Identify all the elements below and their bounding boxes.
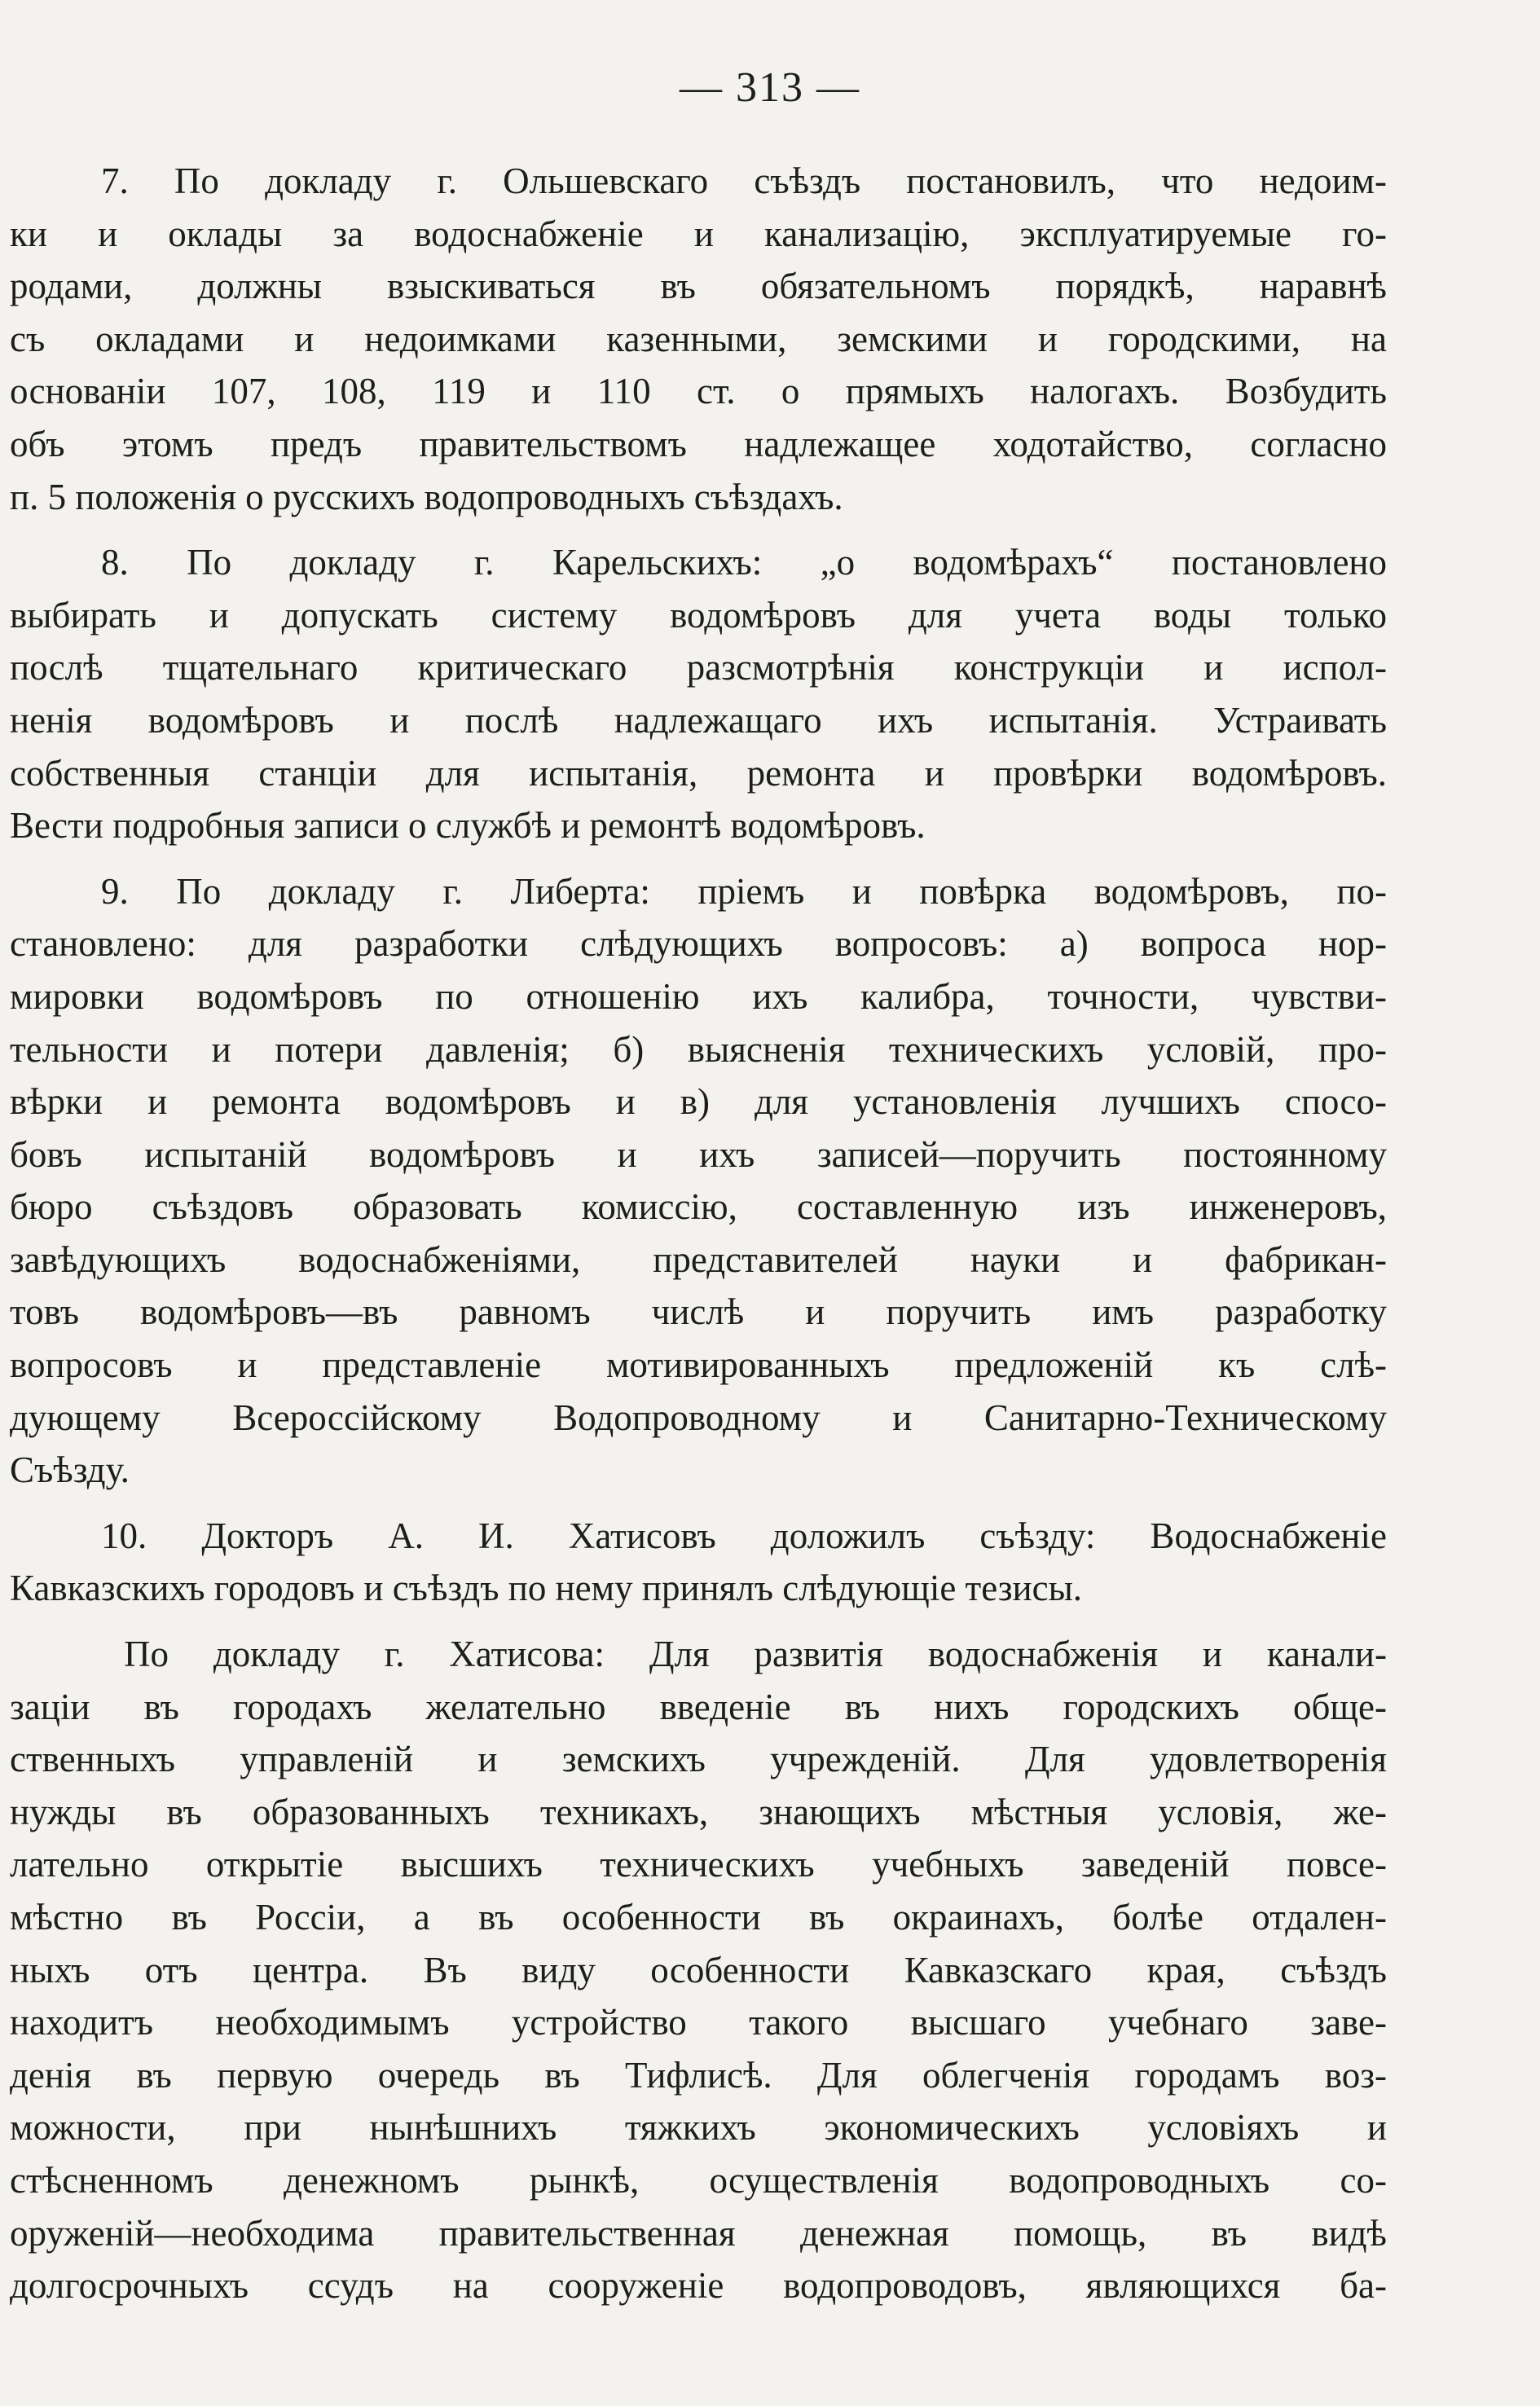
text-line: объ этомъ предъ правительствомъ надлежащее ходотайство, согласно [10, 423, 1387, 464]
text-line: оруженій—необходима правительственная денежная помощь, въ видѣ [10, 2212, 1387, 2254]
text-line: родами, должны взыскиваться въ обязательномъ порядкѣ, наравнѣ [10, 266, 1387, 307]
text-line: 8. По докладу г. Карельскихъ: „о водомѣрахъ“ постановлено [101, 542, 1387, 583]
paragraph-item-9 [10, 865, 1387, 1497]
text-line: ки и оклады за водоснабженіе и канализацію, эксплуатируемые го- [10, 213, 1387, 254]
text-line: бюро съѣздовъ образовать комиссію, составленную изъ инженеровъ, [10, 1186, 1387, 1228]
text-line: стѣсненномъ денежномъ рынкѣ, осуществленія водопроводныхъ со- [10, 2159, 1387, 2201]
paragraph-item-7 [10, 155, 1387, 523]
text-line: послѣ тщательнаго критическаго разсмотрѣнія конструкціи и испол- [10, 647, 1387, 688]
paragraph-item-8 [10, 536, 1387, 852]
text-line: собственныя станціи для испытанія, ремонта и провѣрки водомѣровъ. [10, 752, 1387, 794]
text-line: Кавказскихъ городовъ и съѣздъ по нему принялъ слѣдующіе тезисы. [10, 1568, 1083, 1609]
text-line: тельности и потери давленія; б) выясненія техническихъ условій, про- [10, 1028, 1387, 1070]
text-line: основаніи 107, 108, 119 и 110 ст. о прямыхъ налогахъ. Возбудить [10, 371, 1387, 412]
text-line: нужды въ образованныхъ техникахъ, знающихъ мѣстныя условія, же- [10, 1791, 1387, 1832]
text-line: ственныхъ управленій и земскихъ учрежденій. Для удовлетворенія [10, 1739, 1387, 1780]
text-line: бовъ испытаній водомѣровъ и ихъ записей—поручить постоянному [10, 1133, 1387, 1175]
text-line: мѣстно въ Россіи, а въ особенности въ окраинахъ, болѣе отдален- [10, 1897, 1387, 1938]
text-line: лательно открытіе высшихъ техническихъ учебныхъ заведеній повсе- [10, 1844, 1387, 1885]
text-line: завѣдующихъ водоснабженіями, представителей науки и фабрикан- [10, 1238, 1387, 1280]
text-line: заціи въ городахъ желательно введеніе въ нихъ городскихъ обще- [10, 1686, 1387, 1727]
text-line: 9. По докладу г. Либерта: пріемъ и повѣрка водомѣровъ, по- [101, 870, 1387, 912]
text-line: долгосрочныхъ ссудъ на сооруженіе водопроводовъ, являющихся ба- [10, 2265, 1387, 2307]
text-line: Вести подробныя записи о службѣ и ремонтѣ водомѣровъ. [10, 805, 926, 847]
paragraph-item-10 [10, 1510, 1387, 1615]
text-line: ныхъ отъ центра. Въ виду особенности Кавказскаго края, съѣздъ [10, 1949, 1387, 1990]
text-line: вѣрки и ремонта водомѣровъ и в) для установленія лучшихъ спосо- [10, 1081, 1387, 1123]
text-line: дующему Всероссійскому Водопроводному и Санитарно-Техническому [10, 1397, 1387, 1438]
text-line: По докладу г. Хатисова: Для развитія водоснабженія и канали- [124, 1634, 1387, 1675]
page-number: — 313 — [680, 64, 860, 111]
text-line: ненія водомѣровъ и послѣ надлежащаго ихъ испытанія. Устраивать [10, 699, 1387, 741]
text-line: 7. По докладу г. Ольшевскаго съѣздъ постановилъ, что недоим- [101, 161, 1387, 201]
text-line: п. 5 положенія о русскихъ водопроводныхъ съѣздахъ. [10, 476, 843, 517]
page-body [10, 155, 1387, 2325]
text-line: денія въ первую очередь въ Тифлисѣ. Для облегченія городамъ воз- [10, 2054, 1387, 2096]
text-line: можности, при нынѣшнихъ тяжкихъ экономическихъ условіяхъ и [10, 2107, 1387, 2149]
text-line: находитъ необходимымъ устройство такого высшаго учебнаго заве- [10, 2002, 1387, 2043]
text-line: 10. Докторъ А. И. Хатисовъ доложилъ съѣзду: Водоснабженіе [101, 1515, 1387, 1556]
paragraph-khatisov-report [10, 1628, 1387, 2312]
text-line: мировки водомѣровъ по отношенію ихъ калибра, точности, чувстви- [10, 975, 1387, 1017]
text-line: съ окладами и недоимками казенными, земскими и городскими, на [10, 318, 1387, 359]
text-line: Съѣзду. [10, 1449, 130, 1491]
text-line: вопросовъ и представленіе мотивированныхъ предложеній къ слѣ- [10, 1344, 1387, 1386]
text-line: становлено: для разработки слѣдующихъ вопросовъ: а) вопроса нор- [10, 923, 1387, 965]
text-line: выбирать и допускать систему водомѣровъ для учета воды только [10, 594, 1387, 636]
text-line: товъ водомѣровъ—въ равномъ числѣ и поручить имъ разработку [10, 1291, 1387, 1333]
